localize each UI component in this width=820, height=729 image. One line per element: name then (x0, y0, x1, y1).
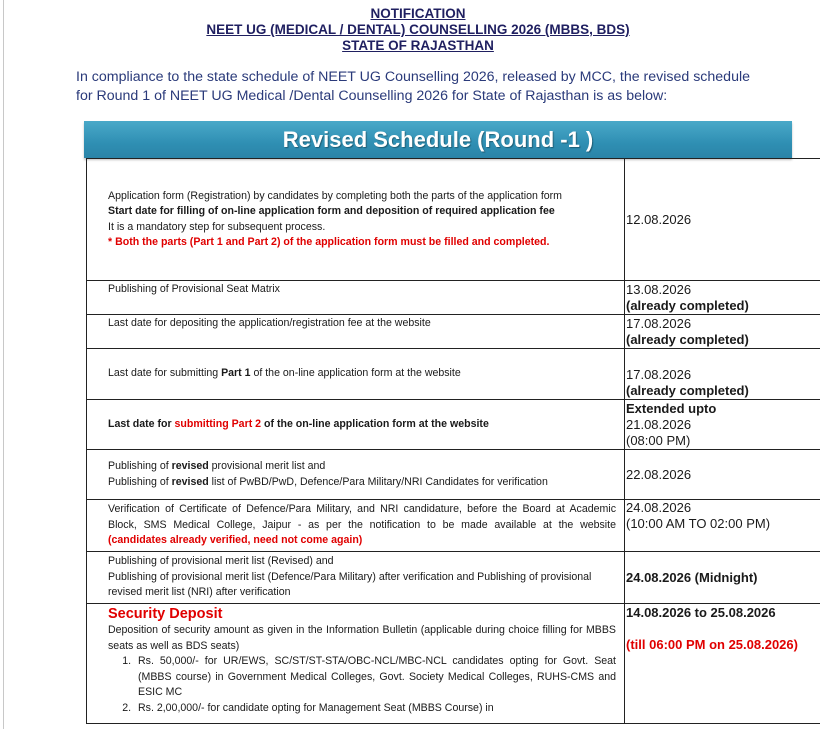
date-text: 17.08.2026 (626, 315, 692, 331)
security-deposit-text: Deposition of security amount as given in the Information Bulletin (applicable during choice filling for MBBS seats as well as BDS seats) (108, 624, 616, 652)
row-date (625, 315, 820, 349)
row-date (625, 604, 820, 724)
defence-nri-merit-text: Publishing of provisional merit list (Defence/Para Military) after verification and Publishing of provisional revised merit list (NRI) after verification (108, 570, 592, 599)
both-parts-warning: * Both the parts (Part 1 and Part 2) of the application form must be filled and completed. (108, 236, 550, 248)
time-text: (10:00 AM TO 02:00 PM) (626, 516, 771, 531)
row-date (625, 281, 820, 315)
date-text: 17.08.2026 (626, 367, 692, 382)
part2-text-a: Last date for (108, 417, 175, 430)
table-row (87, 450, 820, 500)
date-text: 24.08.2026 (Midnight) (626, 569, 758, 585)
row-date (625, 450, 820, 500)
row-description (87, 349, 625, 400)
header-notification: NOTIFICATION (370, 6, 466, 21)
part1-text-b: of the on-line application form at the website (250, 367, 461, 380)
security-deposit-title: Security Deposit (108, 606, 223, 622)
date-text: 22.08.2026 (626, 466, 692, 482)
list-item: 1. Rs. 50,000/- for UR/EWS, SC/ST/ST-STA/OBC-NCL/MBC-NCL candidates opting for Govt. Seat (MBBS course) in Government Medical Colleges, Govt. Society Medical Colleges, RUHS-CMS and ESIC MC (134, 654, 616, 701)
table-row (87, 315, 820, 349)
intro-paragraph: In compliance to the state schedule of NEET UG Counselling 2026, released by MCC, the revised schedule for Round 1 of NEET UG Medical /Dental Counselling 2026 for State of Rajasthan is as below: (76, 69, 751, 104)
row-date (625, 349, 820, 400)
list-text-b: list of PwBD/PwD, Defence/Para Military/NRI Candidates for verification (208, 475, 548, 488)
completed-note: (already completed) (626, 383, 749, 398)
row-date (625, 552, 820, 604)
table-row (87, 552, 820, 604)
date-text: 14.08.2026 to 25.08.2026 (626, 605, 776, 620)
table-row (87, 604, 820, 724)
date-text: 12.08.2026 (626, 211, 692, 227)
table-row (87, 349, 820, 400)
time-text: (08:00 PM) (626, 432, 691, 448)
notification-header (0, 6, 820, 54)
revised-word: revised (171, 475, 209, 488)
start-date-text: Start date for filling of on-line application form and deposition of required application fee (108, 205, 555, 217)
header-state: STATE OF RAJASTHAN (342, 38, 494, 53)
completed-note: (already completed) (626, 297, 749, 313)
row-description (87, 315, 625, 349)
row-description (87, 281, 625, 315)
completed-note: (already completed) (626, 331, 749, 347)
provisional-merit-text: Publishing of provisional merit list (Revised) and (108, 555, 334, 568)
table-row (87, 159, 820, 281)
already-verified-note: (candidates already verified, need not come again) (108, 534, 363, 547)
row-date (625, 400, 820, 450)
extended-label: Extended upto (626, 400, 717, 416)
verification-text: Verification of Certificate of Defence/Para Military, and NRI candidature, before the Board at Academic Block, SMS Medical College, Jaipur - as per the notification to be made available at the website (108, 503, 616, 531)
deadline-note: (till 06:00 PM on 25.08.2026) (626, 637, 798, 652)
header-counselling: NEET UG (MEDICAL / DENTAL) COUNSELLING 2026 (MBBS, BDS) (206, 22, 630, 37)
list-item: 2. Rs. 2,00,000/- for candidate opting for Management Seat (MBBS Course) in (134, 701, 616, 717)
seat-matrix-text: Publishing of Provisional Seat Matrix (108, 283, 280, 295)
schedule-table (86, 158, 820, 724)
part2-label: submitting Part 2 (174, 417, 262, 430)
row-date (625, 159, 820, 281)
row-description (87, 159, 625, 281)
page-left-border (3, 0, 4, 729)
merit-text-b: provisional merit list and (208, 460, 326, 472)
deposit-list (108, 654, 616, 716)
row-date (625, 500, 820, 552)
table-row (87, 500, 820, 552)
date-text: 21.08.2026 (626, 416, 692, 432)
row-description (87, 400, 625, 450)
merit-text-a: Publishing of (108, 460, 172, 472)
fee-deadline-text: Last date for depositing the application/registration fee at the website (108, 317, 431, 329)
date-text: 13.08.2026 (626, 281, 692, 297)
part2-text-b: of the on-line application form at the website (261, 417, 489, 430)
table-row (87, 400, 820, 450)
part1-text-a: Last date for submitting (108, 367, 222, 380)
date-text: 24.08.2026 (626, 500, 692, 515)
revised-word: revised (171, 460, 209, 472)
row-description (87, 500, 625, 552)
registration-text: Application form (Registration) by candidates by completing both the parts of the application form (108, 189, 563, 202)
revised-merit-line (108, 459, 616, 475)
revised-list-line (108, 475, 616, 491)
mandatory-step-text: It is a mandatory step for subsequent process. (108, 220, 326, 233)
banner-title: Revised Schedule (Round -1 ) (282, 127, 594, 152)
table-row (87, 281, 820, 315)
row-description (87, 604, 625, 724)
row-description (87, 450, 625, 500)
row-description (87, 552, 625, 604)
list-text-a: Publishing of (108, 475, 172, 488)
schedule-banner (84, 121, 792, 158)
part1-label: Part 1 (221, 367, 251, 380)
